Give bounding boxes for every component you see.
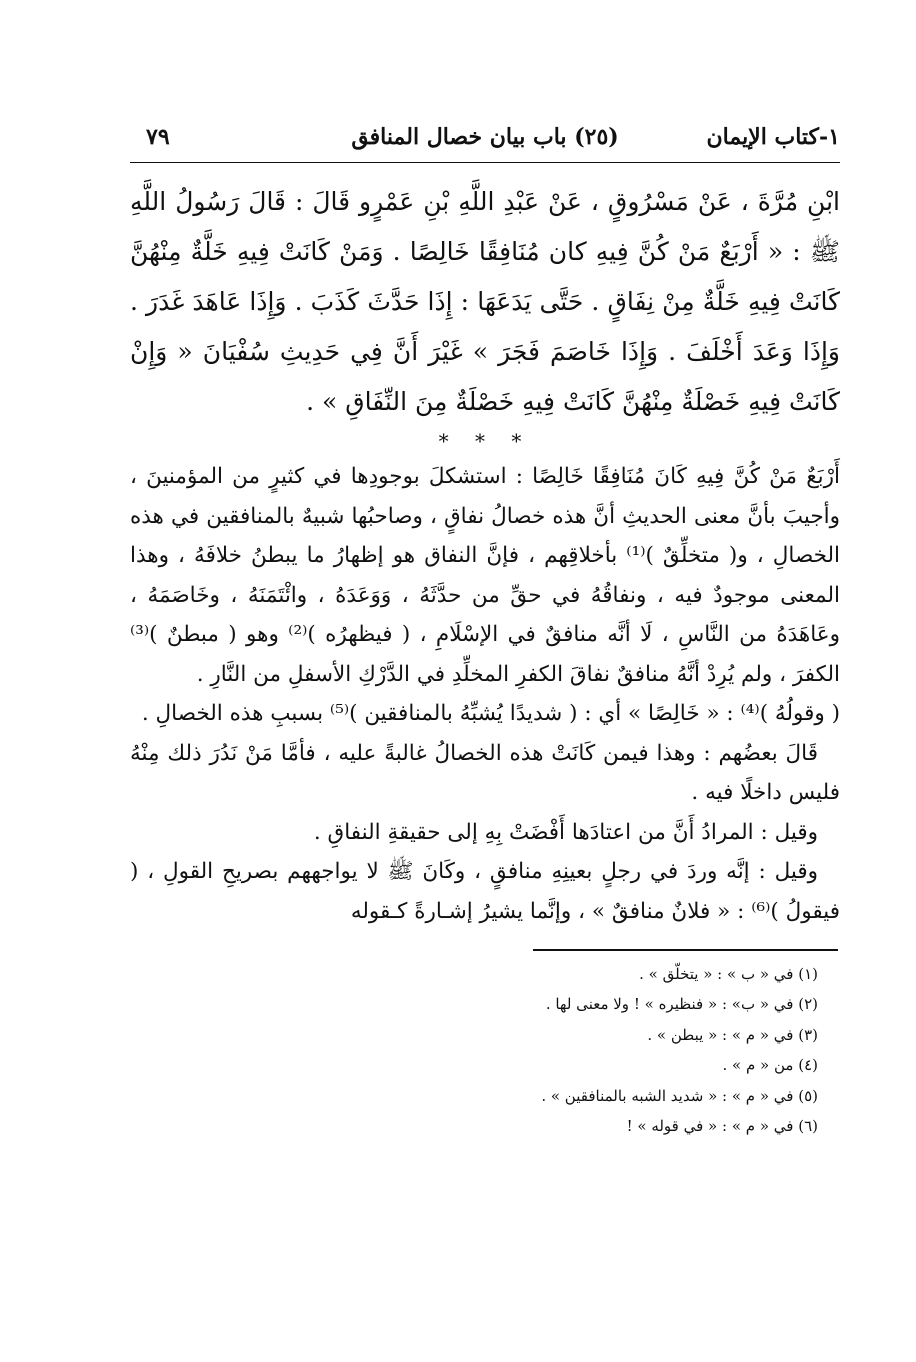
commentary-paragraph: وقيل : المرادُ أَنَّ من اعتادَها أَفْضَتْ بِهِ إلى حقيقةِ النفاقِ . [313, 819, 818, 845]
footnotes [130, 959, 840, 1142]
footnote: (٤) من « م » . [722, 1056, 818, 1074]
chapter-title: ١-كتاب الإيمان [706, 124, 840, 150]
commentary-paragraph: وقيل : إنَّه وردَ في رجلٍ بعينِهِ منافقٍ ، وكَانَ ﷺ لا يواجههم بصريحِ القولِ ، ( فيقولُ )⁽⁶⁾ : « فلانٌ منافقٌ » ، وإنَّما يشيرُ إشـارةً كـقوله [130, 859, 840, 924]
footnote: (٣) في « م » : « يبطن » . [647, 1025, 818, 1044]
section-separator: * * * [438, 429, 532, 453]
hadith-text [130, 177, 840, 427]
section-title: (٢٥) باب بيان خصال المنافق [351, 124, 619, 150]
page-number: ٧٩ [146, 124, 170, 150]
footnote: (٦) في « م » : « في قوله » ! [626, 1117, 818, 1135]
footnote: (٢) في « ب» : « فنظيره » ! ولا معنى لها . [545, 995, 818, 1013]
running-header [130, 118, 840, 163]
footnote: (١) في « ب » : « يتخلّق » . [639, 964, 818, 983]
hadith-paragraph: ابْنِ مُرَّةَ ، عَنْ مَسْرُوقٍ ، عَنْ عَبْدِ اللَّهِ بْنِ عَمْرٍو قَالَ : قَالَ رَسُولُ اللَّهِ ﷺ : « أَرْبَعٌ مَنْ كُنَّ فِيهِ كان مُنَافِقًا خَالِصًا . وَمَنْ كَانَتْ فِيهِ خَلَّةٌ مِنْهُنَّ كَانَتْ فِيهِ خَلَّةٌ مِنْ نِفَاقٍ . حَتَّى يَدَعَهَا : إِذَا حَدَّثَ كَذَبَ . وَإِذَا عَاهَدَ غَدَرَ . وَإِذَا وَعَدَ أَخْلَفَ . وَإِذَا خَاصَمَ فَجَرَ » غَيْرَ أَنَّ فِي حَدِيثِ سُفْيَانَ « وَإِنْ كَانَتْ فِيهِ خَصْلَةٌ مِنْهُنَّ كَانَتْ فِيهِ خَصْلَةٌ مِنَ النِّفَاقِ » . [130, 187, 840, 416]
commentary-paragraph: قَالَ بعضُهم : وهذا فيمن كَانَتْ هذه الخصالُ غالبةً عليه ، فأمَّا مَنْ نَدُرَ ذلك مِنْهُ فليس داخلًا فيه . [130, 740, 840, 805]
footnote: (٥) في « م » : « شديد الشبه بالمنافقين » . [541, 1086, 818, 1105]
commentary [130, 457, 840, 931]
book-page [130, 118, 840, 1142]
commentary-paragraph: ( وقولُهُ )⁽⁴⁾ : « خَالِصًا » أي : ( شديدًا يُشبِّهُ بالمنافقين )⁽⁵⁾ بسببِ هذه الخصالِ . [141, 701, 840, 726]
commentary-paragraph: أَرْبَعٌ مَنْ كُنَّ فِيهِ كَانَ مُنَافِقًا خَالِصًا : استشكلَ بوجودِها في كثيرٍ من المؤمنينَ ، وأجيبَ بأنَّ معنى الحديثِ أنَّ هذه خصالُ نفاقٍ ، وصاحبُها شبيهٌ بالمنافقين في هذه الخصالِ ، و( متخلِّقٌ )⁽¹⁾ بأخلاقِهم ، فإنَّ النفاق هو إظهارُ ما يبطنُ خلافَهُ ، وهذا المعنى موجودٌ فيه ، ونفاقُهُ في حقِّ من حدَّثَهُ ، وَوَعَدَهُ ، وائْتَمَنَهُ ، وخَاصَمَهُ ، وعَاهَدَهُ من النَّاسِ ، لَا أنَّه منافقٌ في الإسْلَامِ ، ( فيظهرُه )⁽²⁾ وهو ( مبطنٌ )⁽³⁾ الكفرَ ، ولم يُرِدْ أنَّهُ منافقٌ نفاقَ الكفرِ المخلِّدِ في الدَّرْكِ الأسفلِ من النَّارِ . [130, 464, 840, 687]
footnote-divider [533, 949, 838, 951]
